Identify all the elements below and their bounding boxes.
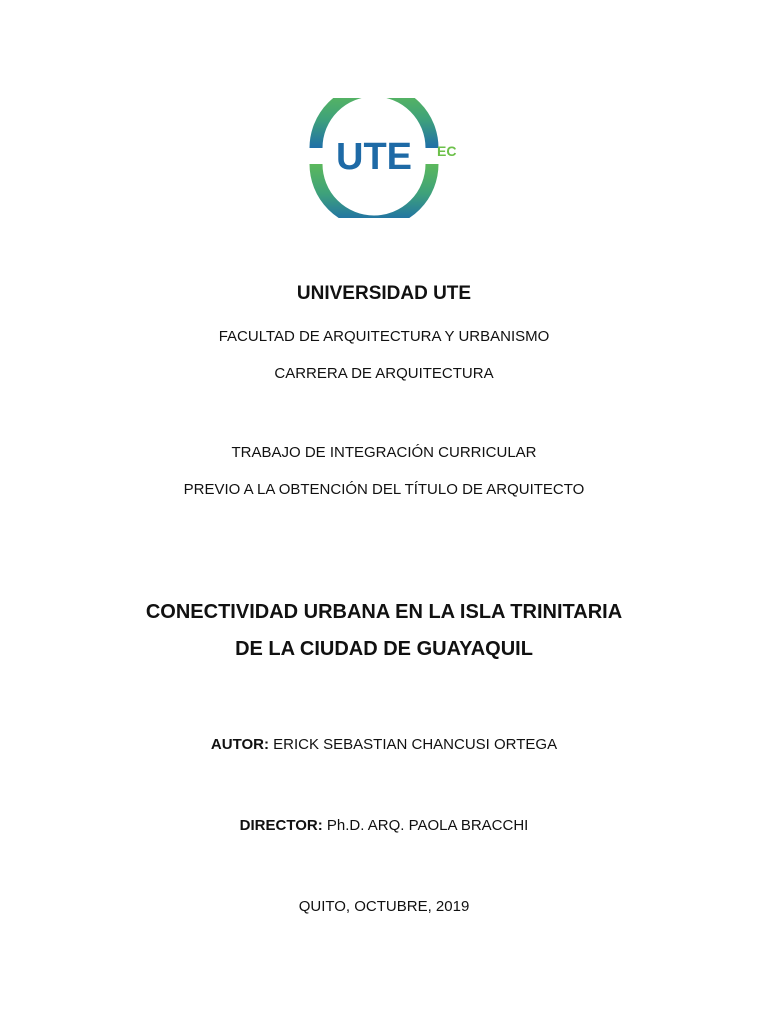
career-name: CARRERA DE ARQUITECTURA	[274, 365, 494, 382]
ute-logo	[306, 98, 476, 218]
director-line	[0, 817, 768, 834]
author-line	[0, 736, 768, 753]
logo-main-text: UTE	[336, 136, 412, 178]
director-name: Ph.D. ARQ. PAOLA BRACCHI	[326, 817, 529, 834]
place-date: QUITO, OCTUBRE, 2019	[298, 898, 470, 915]
thesis-title-line-2: DE LA CIUDAD DE GUAYAQUIL	[235, 638, 533, 660]
work-purpose: PREVIO A LA OBTENCIÓN DEL TÍTULO DE ARQUITECTO	[183, 481, 585, 498]
director-label: DIRECTOR:	[239, 817, 323, 834]
thesis-title-line-1: CONECTIVIDAD URBANA EN LA ISLA TRINITARIA	[145, 601, 623, 623]
faculty-name: FACULTAD DE ARQUITECTURA Y URBANISMO	[218, 328, 550, 345]
work-type: TRABAJO DE INTEGRACIÓN CURRICULAR	[231, 444, 537, 461]
author-label: AUTOR:	[210, 736, 269, 753]
university-name: UNIVERSIDAD UTE	[296, 283, 472, 304]
ute-logo-icon	[306, 98, 476, 218]
author-name: ERICK SEBASTIAN CHANCUSI ORTEGA	[273, 736, 558, 753]
logo-suffix-text: EC	[437, 143, 457, 159]
